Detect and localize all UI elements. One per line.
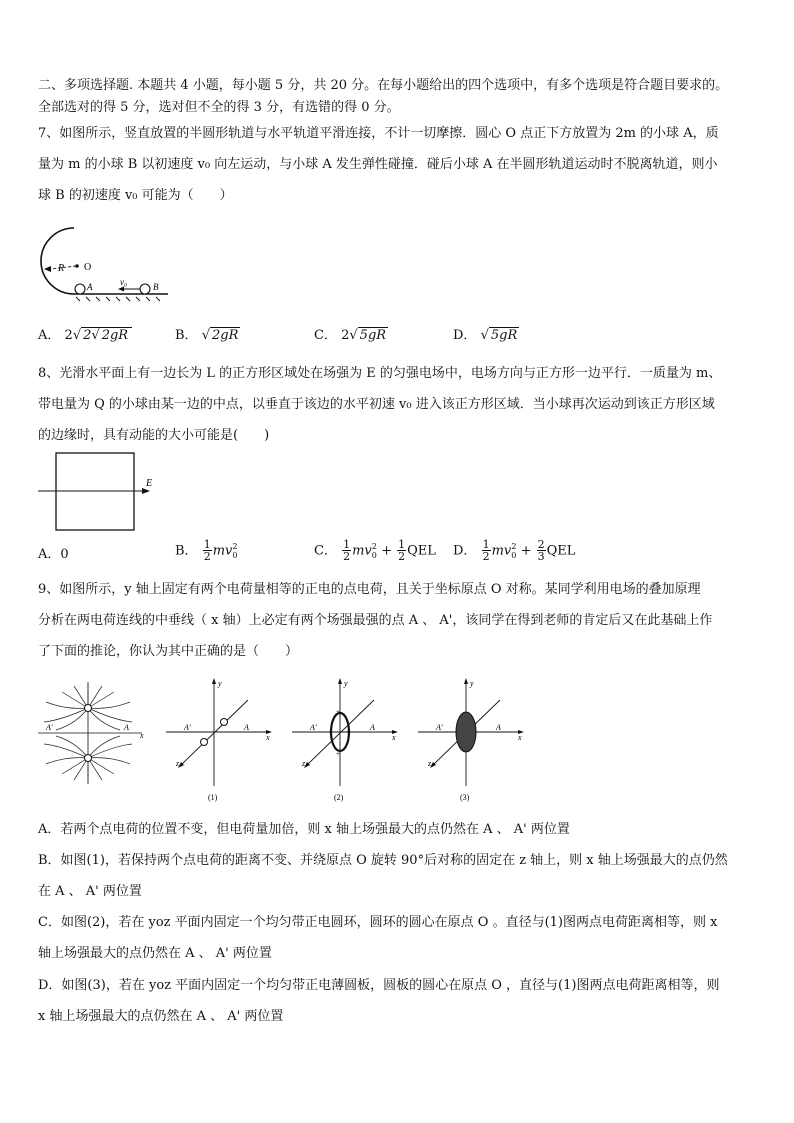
q9-option-A[interactable]: A．若两个点电荷的位置不变，但电荷量加倍，则 x 轴上场强最大的点仍然在 A 、 A' 两位置 (38, 822, 570, 837)
svg-text:A': A' (310, 723, 317, 732)
svg-text:+: + (336, 708, 340, 716)
q9-figure-3 (414, 676, 526, 802)
svg-text:z: z (428, 759, 432, 768)
q9-option-C-line2[interactable]: 轴上场强最大的点仍然在 A 、 A' 两位置 (38, 946, 272, 961)
svg-text:z: z (302, 759, 306, 768)
label-E: E (146, 478, 153, 489)
charge-top (85, 705, 92, 712)
q8-option-B[interactable]: B． $\frac{1}{2}$ $mv_0^2$ (175, 538, 238, 564)
charge-bottom (85, 755, 92, 762)
q8-stem-line1: 8、光滑水平面上有一边长为 L 的正方形区域处在场强为 E 的匀强电场中，电场方向与正方形一边平行．一质量为 m、 (38, 366, 722, 381)
q8-option-C[interactable]: C． $\frac{1}{2}$ $mv_0^2$ + $\frac{1}{2}$ QEL (314, 538, 436, 564)
q9-option-B-line1[interactable]: B．如图(1)，若保持两个点电荷的距离不变、并绕原点 O 旋转 90°后对称的固定在 z 轴上，则 x 轴上场强最大的点仍然 (38, 853, 728, 868)
q9-option-D-line2[interactable]: x 轴上场强最大的点仍然在 A 、 A' 两位置 (38, 1009, 284, 1024)
center-point (75, 264, 79, 268)
q8-stem-line2: 带电量为 Q 的小球由某一边的中点，以垂直于该边的水平初速 v₀ 进入该正方形区域．当小球再次运动到该正方形区域 (38, 397, 715, 412)
label-v0: v₀ (120, 277, 128, 287)
svg-text:+: + (346, 728, 350, 736)
q9-stem-line2: 分析在两电荷连线的中垂线（ x 轴）上必定有两个场强最强的点 A 、 A'，该同学在得到老师的肯定后又在此基础上作 (38, 613, 713, 628)
q7-stem-line1: 7、如图所示，竖直放置的半圆形轨道与水平轨道平滑连接，不计一切摩擦．圆心 O 点正下方放置为 2m 的小球 A，质 (38, 126, 719, 141)
svg-text:y: y (344, 679, 348, 688)
label-O: O (84, 262, 92, 273)
svg-text:A: A (124, 723, 129, 732)
figure-3-caption: (3) (460, 793, 470, 802)
svg-text:A': A' (436, 723, 443, 732)
charged-disk (456, 712, 476, 752)
q7-option-A[interactable]: A． 2√ 2√ 2gR (38, 327, 132, 345)
figure-2-caption: (2) (334, 793, 344, 802)
figure-1-caption: (1) (208, 793, 218, 802)
svg-text:+: + (336, 750, 340, 758)
q7-option-C[interactable]: C． 2√ 5gR (314, 328, 387, 343)
q9-field-lines-figure (36, 680, 148, 786)
semicircle-track (41, 228, 74, 294)
q8-option-A[interactable]: A．0 (38, 547, 69, 562)
radius-arrow-icon (44, 266, 51, 272)
svg-text:x: x (518, 733, 522, 742)
q8-option-D[interactable]: D． $\frac{1}{2}$ $mv_0^2$ + $\frac{2}{3}$ QEL (453, 538, 576, 564)
svg-text:A: A (244, 723, 249, 732)
q9-figure-2 (288, 676, 400, 802)
q7-option-D[interactable]: D． √ 5gR (453, 328, 518, 343)
label-B: B (153, 282, 159, 292)
label-A: A (87, 282, 93, 292)
q9-stem-line3: 了下面的推论，你认为其中正确的是（ ） (38, 644, 299, 659)
svg-text:+: + (328, 728, 332, 736)
ball-B (140, 284, 150, 294)
svg-text:y: y (218, 679, 222, 688)
svg-text:A': A' (184, 723, 191, 732)
svg-text:A': A' (46, 723, 53, 732)
q7-stem-line3: 球 B 的初速度 v₀ 可能为（ ） (38, 188, 233, 203)
q7-option-B[interactable]: B． √ 2gR (175, 328, 239, 343)
q9-option-C-line1[interactable]: C．如图(2)，若在 yoz 平面内固定一个均匀带正电圆环，圆环的圆心在原点 O 。直径与(1)图两点电荷距离相等，则 x (38, 915, 718, 930)
q8-square-figure (36, 450, 160, 532)
svg-text:x: x (392, 733, 396, 742)
q9-stem-line1: 9、如图所示，y 轴上固定有两个电荷量相等的正电的点电荷，且关于坐标原点 O 对称。某同学利用电场的叠加原理 (38, 582, 701, 597)
velocity-arrow-icon (118, 287, 124, 292)
q9-option-D-line1[interactable]: D．如图(3)，若在 yoz 平面内固定一个均匀带正电薄圆板，圆板的圆心在原点 O ，直径与(1)图两点电荷距离相等，则 (38, 978, 720, 993)
ball-A (75, 284, 85, 294)
q9-figure-1 (162, 676, 274, 802)
section-header-line1: 二、多项选择题. 本题共 4 小题，每小题 5 分，共 20 分。在每小题给出的四个选项中，有多个选项是符合题目要求的。 (38, 78, 729, 93)
svg-text:x: x (140, 731, 144, 740)
label-R: R (58, 263, 65, 274)
q8-stem-line3: 的边缘时，具有动能的大小可能是( ) (38, 428, 270, 443)
svg-text:x: x (266, 733, 270, 742)
q9-option-B-line2[interactable]: 在 A 、 A' 两位置 (38, 884, 142, 899)
svg-text:A: A (370, 723, 375, 732)
q7-stem-line2: 量为 m 的小球 B 以初速度 v₀ 向左运动，与小球 A 发生弹性碰撞．碰后小球 A 在半圆形轨道运动时不脱离轨道，则小 (38, 157, 718, 172)
svg-text:y: y (470, 679, 474, 688)
q7-track-figure (36, 222, 186, 306)
svg-text:A: A (496, 723, 501, 732)
svg-text:z: z (176, 759, 180, 768)
section-header-line2: 全部选对的得 5 分，选对但不全的得 3 分，有选错的得 0 分。 (38, 100, 400, 115)
